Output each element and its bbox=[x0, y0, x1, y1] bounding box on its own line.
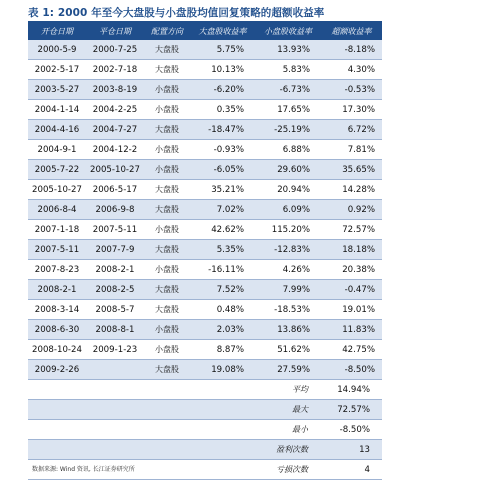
close-date-cell: 2004-7-27 bbox=[86, 120, 144, 140]
direction-cell: 大盘股 bbox=[144, 120, 190, 140]
small-cap-return-cell: 6.09% bbox=[255, 200, 321, 220]
small-cap-return-cell: 4.26% bbox=[255, 260, 321, 280]
small-cap-return-cell: 51.62% bbox=[255, 340, 321, 360]
open-date-cell: 2002-5-17 bbox=[28, 60, 86, 80]
summary-row bbox=[28, 400, 382, 420]
direction-cell: 小盘股 bbox=[144, 80, 190, 100]
header-close-date: 平仓日期 bbox=[86, 22, 144, 40]
empty-cell bbox=[28, 380, 86, 400]
direction-cell: 小盘股 bbox=[144, 340, 190, 360]
header-open-date: 开仓日期 bbox=[28, 22, 86, 40]
summary-value-cell: 72.57% bbox=[321, 400, 382, 420]
table-row bbox=[28, 240, 382, 260]
direction-cell: 大盘股 bbox=[144, 300, 190, 320]
open-date-cell: 2007-8-23 bbox=[28, 260, 86, 280]
large-cap-return-cell: -6.20% bbox=[190, 80, 255, 100]
table-title: 表 1: 2000 年至今大盘股与小盘股均值回复策略的超额收益率 bbox=[28, 7, 325, 19]
direction-cell: 小盘股 bbox=[144, 260, 190, 280]
empty-cell bbox=[28, 440, 86, 460]
table-row bbox=[28, 60, 382, 80]
close-date-cell: 2000-7-25 bbox=[86, 40, 144, 60]
large-cap-return-cell: -16.11% bbox=[190, 260, 255, 280]
direction-cell: 大盘股 bbox=[144, 280, 190, 300]
large-cap-return-cell: 0.48% bbox=[190, 300, 255, 320]
excess-return-cell: 6.72% bbox=[321, 120, 382, 140]
table-row bbox=[28, 280, 382, 300]
close-date-cell: 2002-7-18 bbox=[86, 60, 144, 80]
empty-cell bbox=[144, 420, 190, 440]
large-cap-return-cell: 10.13% bbox=[190, 60, 255, 80]
direction-cell: 小盘股 bbox=[144, 220, 190, 240]
excess-return-cell: 7.81% bbox=[321, 140, 382, 160]
excess-return-cell: 0.92% bbox=[321, 200, 382, 220]
small-cap-return-cell: -25.19% bbox=[255, 120, 321, 140]
header-small-cap-return: 小盘股收益率 bbox=[255, 22, 321, 40]
excess-return-cell: -8.50% bbox=[321, 360, 382, 380]
table-row bbox=[28, 180, 382, 200]
large-cap-return-cell: 5.35% bbox=[190, 240, 255, 260]
open-date-cell: 2009-2-26 bbox=[28, 360, 86, 380]
close-date-cell: 2008-5-7 bbox=[86, 300, 144, 320]
empty-cell bbox=[86, 420, 144, 440]
table-row bbox=[28, 340, 382, 360]
empty-cell bbox=[144, 400, 190, 420]
table-row bbox=[28, 80, 382, 100]
excess-return-cell: 35.65% bbox=[321, 160, 382, 180]
close-date-cell: 2006-9-8 bbox=[86, 200, 144, 220]
close-date-cell: 2008-8-1 bbox=[86, 320, 144, 340]
table-row bbox=[28, 300, 382, 320]
close-date-cell: 2008-2-1 bbox=[86, 260, 144, 280]
header-excess-return: 超额收益率 bbox=[321, 22, 382, 40]
small-cap-return-cell: 6.88% bbox=[255, 140, 321, 160]
source-note: 数据来源: Wind 资讯, 长江证券研究所 bbox=[32, 466, 135, 473]
summary-label-cell: 最小 bbox=[255, 420, 321, 440]
excess-return-cell: -0.47% bbox=[321, 280, 382, 300]
large-cap-return-cell: 35.21% bbox=[190, 180, 255, 200]
large-cap-return-cell: 7.52% bbox=[190, 280, 255, 300]
open-date-cell: 2005-7-22 bbox=[28, 160, 86, 180]
empty-cell bbox=[86, 400, 144, 420]
summary-label-cell: 盈利次数 bbox=[255, 440, 321, 460]
excess-return-cell: 18.18% bbox=[321, 240, 382, 260]
excess-return-cell: 17.30% bbox=[321, 100, 382, 120]
excess-return-cell: 72.57% bbox=[321, 220, 382, 240]
table-row bbox=[28, 260, 382, 280]
open-date-cell: 2008-10-24 bbox=[28, 340, 86, 360]
summary-row bbox=[28, 440, 382, 460]
small-cap-return-cell: -18.53% bbox=[255, 300, 321, 320]
direction-cell: 大盘股 bbox=[144, 240, 190, 260]
large-cap-return-cell: 7.02% bbox=[190, 200, 255, 220]
close-date-cell: 2003-8-19 bbox=[86, 80, 144, 100]
empty-cell bbox=[28, 420, 86, 440]
small-cap-return-cell: 17.65% bbox=[255, 100, 321, 120]
open-date-cell: 2006-8-4 bbox=[28, 200, 86, 220]
table-row bbox=[28, 320, 382, 340]
open-date-cell: 2008-6-30 bbox=[28, 320, 86, 340]
header-large-cap-return: 大盘股收益率 bbox=[190, 22, 255, 40]
large-cap-return-cell: 8.87% bbox=[190, 340, 255, 360]
excess-return-cell: 19.01% bbox=[321, 300, 382, 320]
excess-return-cell: 14.28% bbox=[321, 180, 382, 200]
empty-cell bbox=[28, 400, 86, 420]
header-row bbox=[28, 22, 382, 40]
summary-row bbox=[28, 420, 382, 440]
small-cap-return-cell: 27.59% bbox=[255, 360, 321, 380]
close-date-cell: 2009-1-23 bbox=[86, 340, 144, 360]
small-cap-return-cell: 13.86% bbox=[255, 320, 321, 340]
large-cap-return-cell: 42.62% bbox=[190, 220, 255, 240]
small-cap-return-cell: 13.93% bbox=[255, 40, 321, 60]
table-row bbox=[28, 200, 382, 220]
close-date-cell bbox=[86, 360, 144, 380]
direction-cell: 大盘股 bbox=[144, 60, 190, 80]
summary-value-cell: 4 bbox=[321, 460, 382, 480]
open-date-cell: 2004-9-1 bbox=[28, 140, 86, 160]
close-date-cell: 2004-12-2 bbox=[86, 140, 144, 160]
open-date-cell: 2005-10-27 bbox=[28, 180, 86, 200]
close-date-cell: 2007-5-11 bbox=[86, 220, 144, 240]
empty-cell bbox=[190, 440, 255, 460]
table-row bbox=[28, 120, 382, 140]
small-cap-return-cell: 7.99% bbox=[255, 280, 321, 300]
open-date-cell: 2004-4-16 bbox=[28, 120, 86, 140]
direction-cell: 大盘股 bbox=[144, 40, 190, 60]
small-cap-return-cell: 5.83% bbox=[255, 60, 321, 80]
direction-cell: 大盘股 bbox=[144, 180, 190, 200]
close-date-cell: 2006-5-17 bbox=[86, 180, 144, 200]
empty-cell bbox=[144, 380, 190, 400]
table-row bbox=[28, 220, 382, 240]
excess-return-cell: 42.75% bbox=[321, 340, 382, 360]
summary-label-cell: 最大 bbox=[255, 400, 321, 420]
large-cap-return-cell: 0.35% bbox=[190, 100, 255, 120]
summary-row bbox=[28, 380, 382, 400]
excess-return-cell: -0.53% bbox=[321, 80, 382, 100]
table-row bbox=[28, 360, 382, 380]
large-cap-return-cell: 2.03% bbox=[190, 320, 255, 340]
summary-label-cell: 平均 bbox=[255, 380, 321, 400]
small-cap-return-cell: 115.20% bbox=[255, 220, 321, 240]
open-date-cell: 2007-1-18 bbox=[28, 220, 86, 240]
open-date-cell: 2007-5-11 bbox=[28, 240, 86, 260]
large-cap-return-cell: 5.75% bbox=[190, 40, 255, 60]
close-date-cell: 2007-7-9 bbox=[86, 240, 144, 260]
direction-cell: 大盘股 bbox=[144, 200, 190, 220]
empty-cell bbox=[190, 420, 255, 440]
large-cap-return-cell: -18.47% bbox=[190, 120, 255, 140]
open-date-cell: 2008-2-1 bbox=[28, 280, 86, 300]
excess-return-cell: 4.30% bbox=[321, 60, 382, 80]
table-row bbox=[28, 140, 382, 160]
excess-return-cell: 20.38% bbox=[321, 260, 382, 280]
small-cap-return-cell: -6.73% bbox=[255, 80, 321, 100]
table-row bbox=[28, 100, 382, 120]
direction-cell: 大盘股 bbox=[144, 360, 190, 380]
direction-cell: 小盘股 bbox=[144, 140, 190, 160]
summary-value-cell: 14.94% bbox=[321, 380, 382, 400]
open-date-cell: 2003-5-27 bbox=[28, 80, 86, 100]
small-cap-return-cell: 29.60% bbox=[255, 160, 321, 180]
table-row bbox=[28, 160, 382, 180]
header-direction: 配置方向 bbox=[144, 22, 190, 40]
large-cap-return-cell: -6.05% bbox=[190, 160, 255, 180]
direction-cell: 小盘股 bbox=[144, 320, 190, 340]
small-cap-return-cell: 20.94% bbox=[255, 180, 321, 200]
summary-value-cell: 13 bbox=[321, 440, 382, 460]
excess-return-cell: 11.83% bbox=[321, 320, 382, 340]
empty-cell bbox=[86, 380, 144, 400]
small-cap-return-cell: -12.83% bbox=[255, 240, 321, 260]
summary-label-cell: 亏损次数 bbox=[255, 460, 321, 480]
close-date-cell: 2008-2-5 bbox=[86, 280, 144, 300]
empty-cell bbox=[190, 400, 255, 420]
direction-cell: 小盘股 bbox=[144, 160, 190, 180]
large-cap-return-cell: 19.08% bbox=[190, 360, 255, 380]
open-date-cell: 2004-1-14 bbox=[28, 100, 86, 120]
close-date-cell: 2004-2-25 bbox=[86, 100, 144, 120]
empty-cell bbox=[190, 380, 255, 400]
open-date-cell: 2008-3-14 bbox=[28, 300, 86, 320]
table-row bbox=[28, 40, 382, 60]
direction-cell: 小盘股 bbox=[144, 100, 190, 120]
close-date-cell: 2005-10-27 bbox=[86, 160, 144, 180]
excess-return-cell: -8.18% bbox=[321, 40, 382, 60]
large-cap-return-cell: -0.93% bbox=[190, 140, 255, 160]
open-date-cell: 2000-5-9 bbox=[28, 40, 86, 60]
empty-cell bbox=[86, 440, 144, 460]
empty-cell bbox=[144, 440, 190, 460]
strategy-returns-table bbox=[28, 21, 382, 480]
summary-value-cell: -8.50% bbox=[321, 420, 382, 440]
